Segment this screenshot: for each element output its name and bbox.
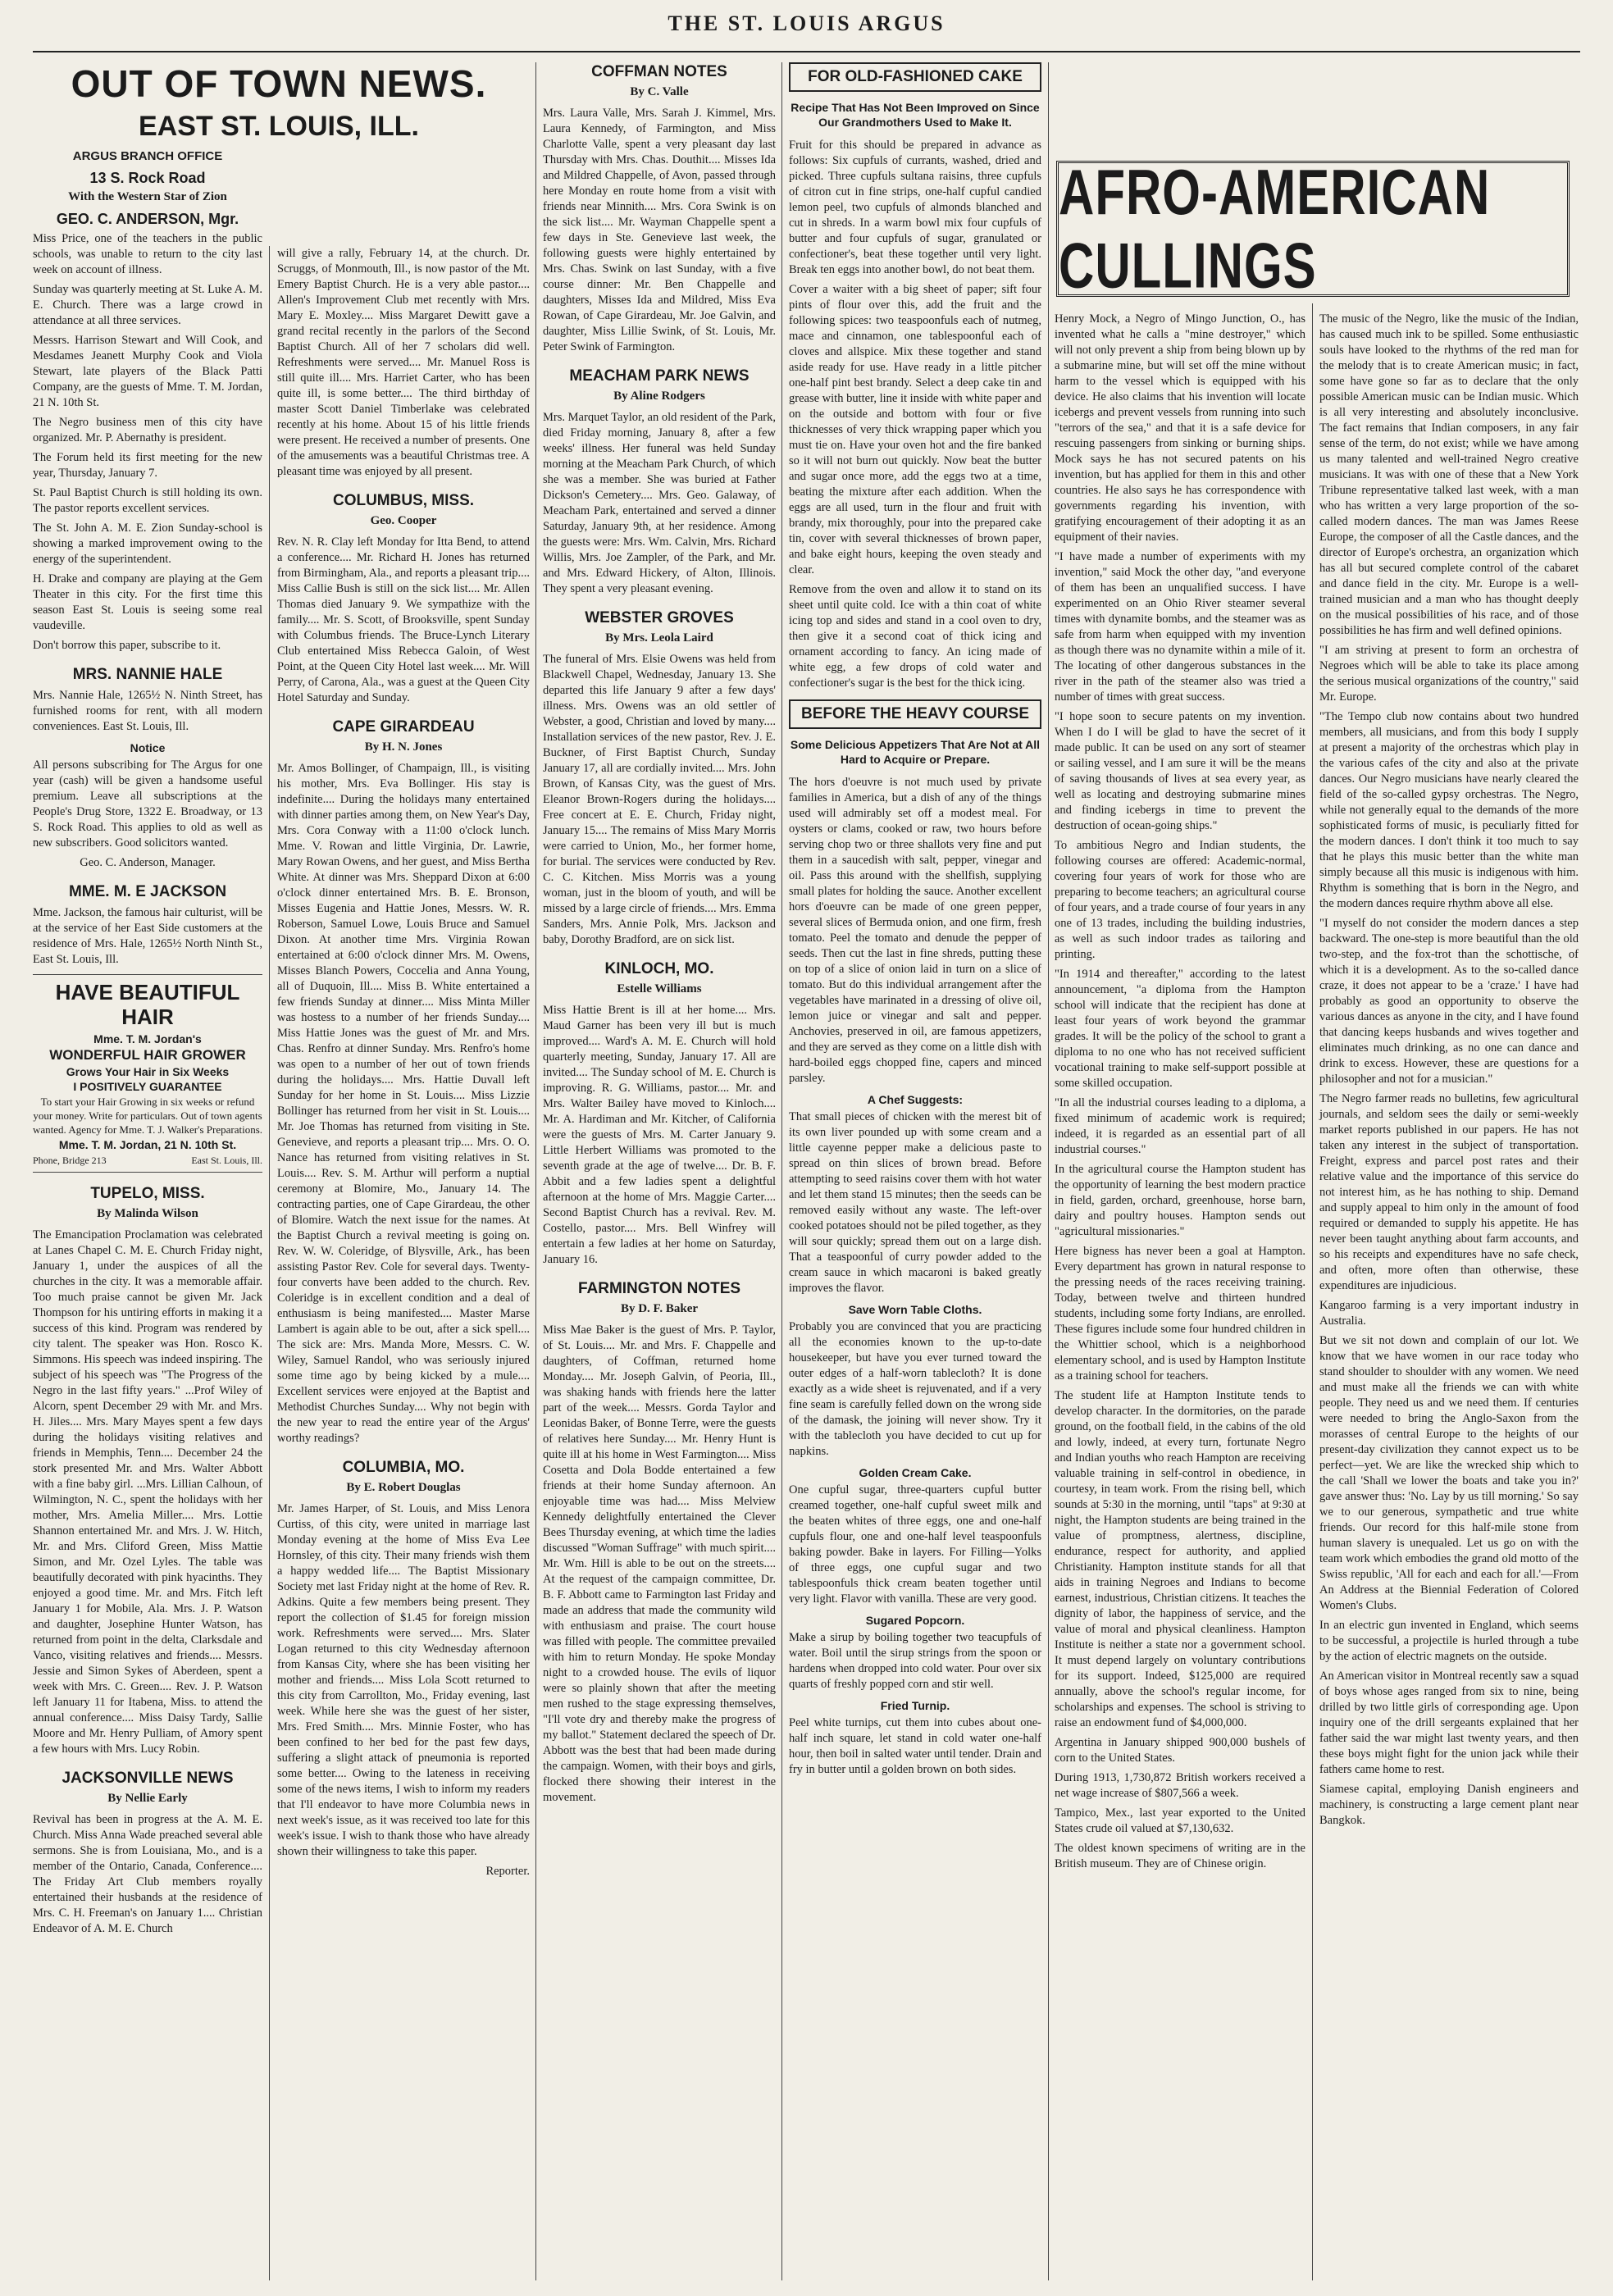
ad-phone: Phone, Bridge 213 [33, 1155, 107, 1166]
ad-city: East St. Louis, Ill. [191, 1155, 262, 1166]
paragraph: Sunday was quarterly meeting at St. Luke A. M. E. Church. There was a large crowd in attendance at all three services. [33, 283, 262, 327]
paragraph: "I am striving at present to form an orchestra of Negroes which will be able to take its place among the serious musical organizations of the country," said Mr. Europe. [1319, 644, 1579, 704]
paragraph: St. Paul Baptist Church is still holding its own. The pastor reports excellent services. [33, 486, 262, 515]
paragraph: Miss Price, one of the teachers in the public schools, was unable to return to the city last week on account of illness. [33, 232, 262, 276]
column-5 [1055, 312, 1305, 2280]
ad-line: I POSITIVELY GUARANTEE [73, 1080, 222, 1093]
heading-meacham-park: MEACHAM PARK NEWS [569, 367, 750, 385]
paragraph: Fruit for this should be prepared in advance as follows: Six cupfuls of currants, washed, dried and picked. Three cupfuls sultana raisins, three cupfuls of citron cut in fine strips, one-half cupful candied lemon peel, two cupfuls of almonds blanched and cut in shreds. In a warm bowl mix four cupfuls of butter and four cupfuls of sugar, granulated or confectioner's, beat these together until very light. Break ten eggs into another bowl, do not beat them. [789, 139, 1041, 276]
heading-cape-girardeau: CAPE GIRARDEAU [332, 718, 475, 736]
paragraph: Rev. N. R. Clay left Monday for Itta Bend, to attend a conference.... Mr. Richard H. Jones has returned from Birmingham, Ala., and reports a pleasant trip.... Miss Callie Bush is still on the sick list.... Mr. Allen Thomas died January 9. We sympathize with the family.... Mr. S. Scott, of Brooksville, spent Sunday with Columbus friends. The Bruce-Lynch Literary Club entertained Miss Rebecca Galoin, of West Point, at the Queen City Hotel last week.... Mr. Will Perry, of Carona, Ala., was a guest at the Queen City Hotel Saturday and Sunday. [277, 535, 530, 704]
paragraph: will give a rally, February 14, at the church. Dr. Scruggs, of Monmouth, Ill., is now pastor of the Mt. Emery Baptist Church. He is a very able pastor.... Allen's Improvement Club met recently with Mrs. Mary E. Moxley.... Miss Margaret Dewitt gave a grand recital recently in the parlors of the Second Baptist Church. All of her 7 scholars did well. Refreshments were served.... Mr. Manuel Ross is still quite ill.... Mrs. Harriet Carter, who has been quite ill, is some better.... The third birthday of master Scott Daniel Timberlake was celebrated recently at his home. About 15 of his little friends were present. He received a number of presents. One of the amusements was a beautiful Christmas tree. A pleasant time was enjoyed by all present. [277, 247, 530, 478]
byline: By Malinda Wilson [97, 1207, 198, 1220]
paragraph: Miss Mae Baker is the guest of Mrs. P. Taylor, of St. Louis.... Mr. and Mrs. F. Chappelle and daughters, of Coffman, returned home Monday.... Mr. Joseph Galvin, of Peoria, Ill., was shaking hands with friends here the latter part of the week.... Messrs. Gorda Taylor and Leonidas Baker, of Bonne Terre, were the guests of relatives here Sunday.... Mr. Henry Hunt is quite ill at his home in West Farmington.... Miss Cosetta and Dola Bodde entertained a few friends at their home Sunday afternoon. An enjoyable time was had.... Miss Melview Kennedy delightfully entertained the Clever Bees Thursday evening, at which time the ladies discussed "Woman Suffrage" with much spirit.... Mr. Wm. Hill is able to be out on the streets.... At the request of the campaign committee, Dr. B. F. Abbott came to Farmington last Friday and made an address that made the community wild with enthusiasm and praise. The court house was filled with people. The committee prevailed with him to return Monday. He spoke Monday night to a crowded house. The evils of liquor were so plainly shown that after the meeting men rushed to the stage expressing themselves, "I'll vote dry and thereby make the progress of my ballot." Statement declared the speech of Dr. Abbott was the best that had been made during the campaign. Women, with their boys and girls, flocked there showing their interest in the movement. [543, 1323, 776, 1804]
masthead [33, 11, 1580, 52]
byline: By Nellie Early [107, 1792, 188, 1805]
paragraph: Revival has been in progress at the A. M. E. Church. Miss Anna Wade preached several able sermons. She is from Louisiana, Mo., and is a member of the Ontario, Canada, Conference.... The Friday Art Club members royally entertained their husbands at the residence of Mrs. C. H. Freeman's on January 1.... Christian Endeavor of A. M. E. Church [33, 1813, 262, 1935]
heading-notice: Notice [130, 741, 166, 754]
heading-tupelo: TUPELO, MISS. [90, 1185, 205, 1202]
column-rule [1312, 303, 1313, 2280]
section-subtitle: EAST ST. LOUIS, ILL. [139, 111, 419, 142]
paragraph: Mr. Amos Bollinger, of Champaign, Ill., is visiting his mother, Mrs. Eva Bollinger. His stay is indefinite.... During the holidays many entertained with dinner parties among them, on New Year's Day, Mrs. Cora Conway with a 11:00 o'clock lunch. Mme. V. Rowan and little Virginia, Dr. Lawrie, Mary Rowan Owens, and her guest, and Miss Bertha White. At dinner was Mrs. Sheppard Dixon at 6:00 o'clock dinner entertained Mrs. B. E. Bronson, Misses Eugenia and Hattie Jones, Messrs. W. R. Roberson, Samuel Lowe, Louis Bruce and Samuel Dixon. At another time Mrs. Virginia Rowan entertained at 6:00 o'clock dinner Mrs. M. Owens, Misses Blanch Powers, Coccelia and Anna Young, all of Duquoin, Ill.... Miss B. White entertained a few friends Sunday at dinner.... Miss Minta Miller was hostess to a number of her friends Sunday.... Miss Hattie Jones was the guest of Mr. and Mrs. Chas. Renfro at dinner Sunday. Mrs. Renfro's home was open to a number of her out of town friends during the holidays.... Mrs. Hattie Duvall left Sunday for her home in St. Louis.... Miss Lizzie Bollinger has returned from her visit in St. Louis.... Mr. Joe Thomas has returned from visiting in Ste. Genevieve, and reports a pleasant trip.... Mrs. O. O. Nance has returned from visiting relatives in St. Louis.... Rev. S. M. Arthur will perform a nuptial ceremony at Blomire, Mo., January 14. The contracting parties, one of Cape Girardeau, the other of Blomire. Watch the next issue for the names. At the Baptist Church a revival meeting is going on. Rev. W. W. Coleridge, of Blysville, Ark., has been assisting Pastor Rev. Cole for several days. Twenty-four converts have been added to the church. Rev. Coleridge is in excellent condition and a deal of enthusiasm is being manifested.... Master Marse Lambert is again able to be out, after a sick spell.... The sick are: Mrs. Manda More, Messrs. C. W. Wiley, Samuel Randol, who was seriously injured some time ago by being kicked by a mule.... Excellent services were enjoyed at the Baptist and Methodist Churches Sunday.... Why not begin with the new year to read the entire year of the Argus' worthy readings? [277, 762, 530, 1445]
paragraph: H. Drake and company are playing at the Gem Theater in this city. For the first time this season East St. Louis is seeing some real vaudeville. [33, 572, 262, 632]
paragraph: Siamese capital, employing Danish engineers and machinery, is constructing a large cement plant near Bangkok. [1319, 1783, 1579, 1827]
paragraph: The funeral of Mrs. Elsie Owens was held from Blackwell Chapel, Wednesday, January 13. She departed this life January 9 after a few days' illness. Mrs. Owens was an old settler of Webster, a good, Christian and loved by many.... Installation services of the new pastor, Rev. J. E. Buckner, of First Baptist Church, Sunday January 17, all are cordially invited.... Mrs. John Brown, of Kansas City, was the guest of Mrs. Eleanor Brown-Rogers during the holidays.... Free concert at E. E. Church, Friday night, January 15.... The remains of Miss Mary Morris were carried to Union, Mo., her former home, for burial. The services were conducted by Rev. C. C. Kitchen. Miss Morris was a young woman, just in the bloom of youth, and will be missed by a large circle of friends.... Mrs. Emma Sanders, Mrs. Annie Polk, Mrs. Jackson and baby, Dorothy Bradford, are on sick list. [543, 653, 776, 946]
paragraph: Kangaroo farming is a very important industry in Australia. [1319, 1299, 1579, 1328]
ad-line: Mme. T. M. Jordan's [93, 1032, 202, 1046]
masthead-title: THE ST. LOUIS ARGUS [668, 11, 945, 35]
branch-office: ARGUS BRANCH OFFICE [72, 149, 223, 163]
section-title: OUT OF TOWN NEWS. [71, 62, 487, 105]
paragraph: Argentina in January shipped 900,000 bushels of corn to the United States. [1055, 1736, 1305, 1765]
heading-jacksonville: JACKSONVILLE NEWS [62, 1770, 234, 1787]
paragraph: The music of the Negro, like the music of the Indian, has caused much ink to be spilled. Some enthusiastic souls have looked to the rhythms of the red man for the melody that is to create American music; in fact, some have gone so far as to declare that the only possible American music can be Indian music. Which is all very interesting and absolutely inconclusive. The fact remains that Indian composers, in any fair sense of the term, do not exist; while we have among us many talented and well-trained Negro creative musicians. It was with one of these that a New York Tribune representative talked last week, with a man who has written a very large proportion of the so-called modern dances. The man was James Reese Europe, the composer of all the Castle dances, and the director of Europe's orchestra, an organization which has all but secured complete control of the cabaret and dance field in the city. Mr. Europe is a well-trained musician and a man who has thought deeply on the musical possibilities of his race, and of those possibilities he has firm and well defined opinions. [1319, 312, 1579, 637]
subhead: Fried Turnip. [880, 1699, 950, 1712]
cullings-title-box [1056, 156, 1570, 302]
paragraph: During 1913, 1,730,872 British workers received a net wage increase of $807,566 a week. [1055, 1771, 1305, 1800]
signature: Reporter. [485, 1865, 530, 1878]
paragraph: Miss Hattie Brent is ill at her home.... Mrs. Maud Garner has been very ill but is much improved.... Ward's A. M. E. Church will hold quarterly meeting, Sunday, January 17. All are invited.... The Sunday school of M. E. Church is improving. R. G. Williams, pastor.... Mr. and Mrs. Walter Bailey have moved to Kinloch.... Mr. A. Hardiman and Mr. Kitcher, of California were the guests of Mrs. M. Carter January 9. Little Herbert Williams was promoted to the seventh grade at the age of twelve.... Dr. B. F. Abbit and a few ladies spent a delightful afternoon at the home of Mrs. Maggie Carter.... Second Baptist Church has a revival. Rev. M. Costello, pastor.... Mrs. Bell Winfrey will entertain a few ladies at her home on Saturday, January 16. [543, 1004, 776, 1266]
paragraph: The Negro business men of this city have organized. Mr. P. Abernathy is president. [33, 416, 262, 444]
paragraph: Mr. James Harper, of St. Louis, and Miss Lenora Curtiss, of this city, were united in marriage last Monday evening at the home of Miss Eva Lee Hornsley, of this city. Their many friends wish them a happy wedded life.... The Baptist Missionary Society met last Friday night at the home of Rev. R. Adkins. Quite a few members being present. They report the collection of $1.45 for foreign mission work. Refreshments were served.... Mrs. Slater Logan returned to this city Wednesday afternoon from Kansas City, where she has been visiting her mother and friends.... Miss Lola Scott returned to this city from Carrollton, Mo., Friday evening, last week. While here she was the guest of her sister, Mrs. Fred Smith.... Mrs. Minnie Foster, who has been confined to her bed for the past few days, suffering a slight attack of pneumonia is reported some better.... Owing to the lateness in receiving some of the news items, I wish to inform my readers that I'll endeavor to have more Columbia news in next week's issue, as it was received too late for this week's issue. I wish to thank those who have already shown their willingness to take this paper. [277, 1502, 530, 1858]
hair-grower-ad [33, 974, 262, 1173]
subhead: Sugared Popcorn. [865, 1614, 965, 1627]
paragraph: Probably you are convinced that you are practicing all the economies known to the up-to-date housekeeper, but have you ever turned toward the outer edges of a half-worn tablecloth? It is done exactly as a wide sheet is rejuvenated, and if a very fine seam is carefully felled down on the wrong side of the damask, the joining will never show. Try it with the tablecloth you have decided to cut up for napkins. [789, 1320, 1041, 1458]
paragraph: The oldest known specimens of writing are in the British museum. They are of Chinese origin. [1055, 1842, 1305, 1870]
paragraph: The hors d'oeuvre is not much used by private families in America, but a dish of any of the things used will admirably set off a modest meal. For oysters or clams, cooked or raw, two hours before serving chop two or three shallots very fine and put them in a saucedish with salt, pepper, vinegar and oil. Pass this around with the shellfish, supplying small plates for holding the sauce. Another excellent hors d'oeuvre can be made of one green pepper, several slices of Bermuda onion, and one firm, fresh tomato. Peel the tomato and denude the pepper of seeds. Then cut the last in fine shreds, putting these on top of a slice of onion laid in turn on a slice of tomato. But do this individual arrangement after the vegetables have marinated in a dressing of olive oil, lemon juice or vinegar and salt and pepper. Anchovies, preserved in oil, are famous appetizers, and they are served as they come on a little dish with hard-boiled eggs chopped fine, capers and minced parsley. [789, 776, 1041, 1085]
paragraph: Don't borrow this paper, subscribe to it. [33, 639, 221, 652]
heading-nannie-hale: MRS. NANNIE HALE [72, 666, 223, 683]
paragraph: "I hope soon to secure patents on my invention. When I do I will be glad to have the secret of it made public. It can be used on any sort of steamer or sailing vessel, and I am sure it will be the means of saving thousands of lives at sea every year, as well as locating and destroying submarine mines and finding icebergs in time to prevent the destruction of ocean-going ships." [1055, 710, 1305, 832]
heading-coffman: COFFMAN NOTES [591, 63, 727, 80]
paragraph: The St. John A. M. E. Zion Sunday-school is showing a marked improvement owing to the energy of the superintendent. [33, 522, 262, 566]
heading-jackson: MME. M. E JACKSON [68, 883, 227, 900]
out-of-town-header [33, 62, 525, 143]
paragraph: An American visitor in Montreal recently saw a squad of boys whose ages ranged from six to nine, being drilled by two little girls of corresponding age. Upon inquiry one of the drill sergeants explained that her father said the war might last twenty years, and then these boys might fight for the union jack while their fathers came home to rest. [1319, 1670, 1579, 1776]
heading-farmington: FARMINGTON NOTES [577, 1280, 741, 1297]
paragraph: Mrs. Laura Valle, Mrs. Sarah J. Kimmel, Mrs. Laura Kennedy, of Farmington, and Miss Charlotte Valle, spent a very pleasant day last Thursday with Mrs. Chas. Douthit.... Misses Ida and Mildred Chappelle, of Avon, passed through here Monday en route home from a visit with friends near Minnith.... Mrs. Cora Swink is on the sick list.... Mr. Wayman Chappelle spent a few days in Ste. Genevieve last week, the following guests were highly entertained by Mrs. Chas. Swink on last Sunday, with a five course dinner: Mr. Ben Chappelle and daughters, Misses Ida and Mildred, Miss Eva Rowan, of Cape Girardeau, Mr. Joe Galvin, and daughter, Miss Lillie Swink, of St. Louis, Mr. Peter Swink of Farmington. [543, 107, 776, 353]
ad-line: Grows Your Hair in Six Weeks [66, 1065, 230, 1078]
heading-kinloch: KINLOCH, MO. [604, 960, 714, 977]
branch-address: 13 S. Rock Road [89, 170, 206, 186]
paragraph: Messrs. Harrison Stewart and Will Cook, and Mesdames Jeanett Murphy Cook and Viola Stewart, late players of the Black Patti Company, are the guests of Mme. T. M. Jordan, 21 N. 10th St. [33, 334, 262, 409]
column-3 [543, 62, 776, 2280]
paragraph: "In all the industrial courses leading to a diploma, a fixed minimum of academic work is required; indeed, it is regarded as an essential part of all industrial courses." [1055, 1096, 1305, 1156]
paragraph: All persons subscribing for The Argus for one year (cash) will be given a handsome useful premium. Leave all subscriptions at the People's Drug Store, 1322 E. Broadway, or 13 S. Rock Road. This applies to old as well as new subscribers. Good solicitors wanted. [33, 758, 262, 850]
notice-signature: Geo. C. Anderson, Manager. [80, 856, 216, 869]
branch-manager: GEO. C. ANDERSON, Mgr. [56, 211, 239, 227]
subhead: Golden Cream Cake. [859, 1466, 972, 1479]
heading-heavy-course: BEFORE THE HEAVY COURSE [800, 705, 1029, 722]
paragraph: One cupful sugar, three-quarters cupful butter creamed together, one-half cupful sweet milk and the beaten whites of three eggs, one and one-half cupfuls flour, one and one-half level teaspoonfuls baking powder. Bake in layers. For Filling—Yolks of three eggs, one cupful sugar and two tablespoonfuls thick cream beaten together until very light. Flavor with vanilla. These are very good. [789, 1483, 1041, 1606]
paragraph: Mme. Jackson, the famous hair culturist, will be at the service of her East Side customers at the residence of Mrs. Hale, 1265½ North Ninth St., East St. Louis, Ill. [33, 906, 262, 966]
ad-line: WONDERFUL HAIR GROWER [49, 1047, 246, 1063]
paragraph: Cover a waiter with a big sheet of paper; sift four pints of flour over this, add the fruit and the following spices: two teaspoonfuls each of nutmeg, mace and cinnamon, one tablespoonful each of cloves and allspice. Mix these together and stand aside ready for use. Have ready in a little pitcher one-half pint best brandy. Select a deep cake tin and grease with butter, line it inside with white paper and on the outside and bottom with four or five thicknesses of very thick wrapping paper which you must tie on. Have your oven hot and the fire banked so it will not burn out quickly. Now beat the butter and sugar once more, add the eggs two at a time, beating the mixture after each addition. When the eggs are all used, turn in the flour and fruit with brandy, mix thoroughly, pour into the prepared cake tin, cover with several thicknesses of brown paper, and bake eight hours, keeping the oven steady and clear. [789, 283, 1041, 576]
cullings-title: AFRO-AMERICAN CULLINGS [1059, 156, 1491, 302]
byline: By Mrs. Leola Laird [605, 631, 713, 645]
deck: Recipe That Has Not Been Improved on Since Our Grandmothers Used to Make It. [791, 101, 1040, 129]
paragraph: In an electric gun invented in England, which seems to be successful, a projectile is hurled through a tube by the action of electric magnets on the outside. [1319, 1619, 1579, 1663]
paragraph: Here bigness has never been a goal at Hampton. Every department has grown in natural response to the pressing needs of the races receiving training. Today, between twelve and thirteen hundred students, including some forty Indians, are enrolled. These figures include some four hundred children in the Whittier school, which is a neighborhood elementary school, and is used by Hampton Institute as a training school for teachers. [1055, 1245, 1305, 1383]
heavy-course-header [789, 699, 1041, 729]
column-rule [1048, 62, 1049, 2280]
paragraph: Mrs. Nannie Hale, 1265½ N. Ninth Street, has furnished rooms for rent, with all modern conveniences. East St. Louis, Ill. [33, 689, 262, 733]
column-rule [535, 62, 536, 2280]
paragraph: The Emancipation Proclamation was celebrated at Lanes Chapel C. M. E. Church Friday night, January 1, under the auspices of all the churches in the city. It was a memorable affair. Too much praise cannot be given Mr. Jack Thompson for his untiring efforts in making it a success of this kind. Program was rendered by city talent. The speaker was Hon. Rosco K. Simmons. His speech was indeed inspiring. The subject of his speech was "The Progress of the Negro in the last fifty years." ...Prof Wiley of Alcorn, spent December 29 with Mr. and Mrs. H. Jiles.... Mrs. Mary Mayes spent a few days during the holidays visiting relatives and friends in Memphis, Tenn.... December 24 the stork presented Mr. and Mrs. Walter Abbott with a fine baby girl. ...Mrs. Lillian Calhoun, of Wilmington, N. C., spent the holidays with her mother, Mrs. Amelia Miller.... Mrs. Lottie Shannon entertained Mr. and Mrs. J. W. Hitch, Mr. and Mrs. Cliford Green, Miss Mattie Simon, and Mr. Ozel Lyles. The table was beautifully decorated with pink hyacinths. They enjoyed a good time. Mr. and Mrs. Fitch left January 1 for Mobile, Ala. Mrs. J. P. Watson and daughter, Josephine Hunter Watson, has returned from point in the delta, Clarksdale and Vanco, visiting relatives and friends.... Messrs. Jessie and Simon Sykes of Aberdeen, spent a week with Mrs. C. Green.... Rev. J. P. Watson left January 11 for Itabena, Miss. to attend the annual conference.... Miss Daisy Tardy, Sallie Moore and Mr. Henry Pulliam, of Amory spent a few hours with Mrs. Lucy Robin. [33, 1228, 262, 1756]
paragraph: "The Tempo club now contains about two hundred members, all musicians, and from this body I supply at present a majority of the orchestras which play in the various cafes of the city and also at the private dances. Our Negro musicians have nearly cleared the field of the so-called gypsy orchestras. The Negro, while not generally equal to the demands of the more sophisticated forms of music, is peculiarly fitted for the modern dances. I don't think it too much to say that he plays this music better than the white man simply because all this music is indigenous with him. Rhythm is something that is born in the Negro, and the modern dances require rhythm above all else. [1319, 710, 1579, 910]
paragraph: That small pieces of chicken with the merest bit of its own liver pounded up with some cream and a little cayenne pepper make a delicious paste to spread on thin slices of brown bread. Before attempting to seed raisins cover them with hot water and let them stand 15 minutes; then the seeds can be removed easily without any waste. The left-over cooked potatoes should not be piled together, as they will sour quickly; spread them out on a large dish. That a teaspoonful of curry powder added to the cream sauce in which macaroni is baked greatly improves the flavor. [789, 1110, 1041, 1295]
cake-header [789, 62, 1041, 92]
heading-webster-groves: WEBSTER GROVES [585, 609, 734, 626]
paragraph: Make a sirup by boiling together two teacupfuls of water. Boil until the sirup strings from the spoon or hardens when dropped into cold water. Pour over six quarts of freshly popped corn and stir well. [789, 1631, 1041, 1691]
ad-headline: HAVE BEAUTIFUL HAIR [55, 980, 240, 1029]
branch-with: With the Western Star of Zion [68, 190, 227, 203]
subhead: A Chef Suggests: [867, 1093, 964, 1106]
byline: Geo. Cooper [370, 514, 437, 527]
column-rule [269, 246, 270, 2280]
heading-columbia: COLUMBIA, MO. [342, 1459, 465, 1476]
paragraph: Remove from the oven and allow it to stand on its sheet until quite cold. Ice with a thin coat of white icing top and sides and stand in a cool oven to dry, then give it a second coat of thick icing and ornament according to fancy. An icing made of white egg, a few drops of cold water and confectioner's sugar is the best for the thick icing. [789, 583, 1041, 690]
ad-line: To start your Hair Growing in six weeks or refund your money. Write for particulars. Out of town agents wanted. Agency for Mme. T. J. Walker's Preparations. [33, 1096, 263, 1136]
byline: By D. F. Baker [620, 1302, 699, 1315]
paragraph: The student life at Hampton Institute tends to develop character. In the dormitories, on the parade ground, on the football field, in the cabins of the old and lowly, indeed, at every turn, fortunate Negro and Indian youths who reach Hampton are receiving valuable training in self-control in obedience, in courtesy, in team work. From the rising bell, which sounds at 5:30 in the morning, until "taps" at 9:30 at night, the Hampton students are being trained in the value of promptness, alertness, discipline, endurance, respect for authority, and applied Christianity. Hampton institute stands for all that aids in training Negroes and Indians to become earnest, industrious, Christian citizens. It teaches the dignity of labor, the happiness of service, and the value of moral and physical cleanliness. Hampton Institute is neither a state nor a government school. It must depend largely on voluntary contributions for its support. Indeed, $125,000 are required annually, above the school's regular income, for scholarships and expenses. The school is striving to raise an endowment fund of $4,000,000. [1055, 1389, 1305, 1729]
ad-footer [33, 1155, 262, 1167]
column-4 [789, 62, 1041, 2280]
paragraph: To ambitious Negro and Indian students, the following courses are offered: Academic-normal, covering four years of work for those who are preparing to become teachers; an agricultural course of four years, and a trade course of four years in any one of 13 trades, including the building industries, as well as such indoor trades as tailoring and printing. [1055, 839, 1305, 961]
heading-columbus: COLUMBUS, MISS. [332, 492, 475, 509]
paragraph: The Negro farmer reads no bulletins, few agricultural journals, and seldom sees the daily or semi-weekly market reports published in our papers. He has not taken any interest in the subject of transportation. Freight, express and parcel post rates and their relative value and the importance of this service do not interest him, as he has nothing to ship. Demand and supply appeal to him only in the amount of food required or demanded to supply his appetite. He has never been taught anything about farm accounts, and so his receipts and expenditures have no safe check, and often, more often than otherwise, these expenditures are injudicious. [1319, 1092, 1579, 1292]
byline: By H. N. Jones [364, 740, 443, 754]
paragraph: But we sit not down and complain of our lot. We know that we have women in our race today who stand shoulder to shoulder with any women. We need and must make all the friends we can with white people. They need us and we need them. If centuries were needed to bring the Anglo-Saxon from the morasses of central Europe to the heights of our present-day civilization they cannot expect us to be perfect—yet. We are like the wrecked ship which to the call 'Shall we lower the boats and take you in?' gave answer thus: 'No. Lay by us till morning.' So say we to our generous, sympathetic and true white friends. Our record for this half-mile stone from human slavery is unequaled. Let us go on with the team work which embodies the grand old motto of the Swiss republic, 'All for each and each for all.'—From An Address at the Biennial Federation of Colored Women's Clubs. [1319, 1334, 1579, 1612]
heading-cake: FOR OLD-FASHIONED CAKE [808, 68, 1023, 85]
byline: Estelle Williams [617, 982, 702, 995]
paragraph: Henry Mock, a Negro of Mingo Junction, O., has invented what he calls a "mine destroyer," which will not only prevent a ship from being blown up by a submarine mine, but will set off the mine without harm to the vessel which is equipped with his device. He also claims that his invention will locate icebergs and prevent vessels from running into such "terrors of the sea," and that it is a safe device for rescuing passengers from sinking or burning ships. Mock says he has not secured patents on his invention, but has applied for them in this and other countries. He also says he has correspondence with governments regarding his invention, with gratifying encouragement of their adopting it as an equipment of their navies. [1055, 312, 1305, 544]
paragraph: Peel white turnips, cut them into cubes about one-half inch square, let stand in cold water one-half hour, then boil in salted water until tender. Drain and fry in butter until a golden brown on both sides. [789, 1716, 1041, 1776]
paragraph: "In 1914 and thereafter," according to the latest announcement, "a diploma from the Hampton school will indicate that the recipient has done at least four years of work beyond the grammar grades. It will be the policy of the school to grant a diploma to no one who has not received sufficient vocational training to make self-support possible at some skilled occupation. [1055, 968, 1305, 1090]
column-2 [277, 246, 530, 2280]
column-6 [1319, 312, 1579, 2280]
paragraph: In the agricultural course the Hampton student has the opportunity of learning the best modern practice in field, garden, orchard, greenhouse, horse barn, dairy and poultry houses. Hampton sends out "agricultural missionaries." [1055, 1163, 1305, 1238]
subhead: Save Worn Table Cloths. [848, 1303, 982, 1316]
paragraph: Mrs. Marquet Taylor, an old resident of the Park, died Friday morning, January 8, after a few weeks' illness. Her funeral was held Sunday morning at the Meacham Park Church, of which she was a member. She was buried at Father Dickson's Cemetery.... Mrs. Geo. Galaway, of Meacham Park, entertained and served a dinner Saturday, January 9th, at her residence. Among the guests were: Mrs. Wm. Calvin, Mrs. Richard Willis, Mrs. Joe Zampler, of the Park, and Mr. and Mrs. Edward Hickery, of Alton, Illinois. They spent a very pleasant evening. [543, 411, 776, 595]
paragraph: The Forum held its first meeting for the new year, Thursday, January 7. [33, 451, 262, 480]
byline: By E. Robert Douglas [346, 1481, 461, 1494]
column-rule [781, 62, 782, 2280]
ad-line: Mme. T. M. Jordan, 21 N. 10th St. [58, 1138, 237, 1151]
deck: Some Delicious Appetizers That Are Not at All Hard to Acquire or Prepare. [790, 738, 1041, 766]
paragraph: Tampico, Mex., last year exported to the United States crude oil valued at $7,130,632. [1055, 1806, 1305, 1835]
paragraph: "I myself do not consider the modern dances a step backward. The one-step is more beautiful than the old two-step, and the fox-trot than the schottische, of which it is a development. As to the so-called dance craze, it does not appear to be a 'craze.' I have had probably as good an opportunity to observe the various dances as anyone in the city, and I have found that dancing keeps husbands and wives together and eliminates much drinking, as no one can dance and drink to excess. However, these are questions for a philosopher and not for a musician." [1319, 917, 1579, 1086]
byline: By C. Valle [630, 85, 689, 98]
paragraph: "I have made a number of experiments with my invention," said Mock the other day, "and everyone of them has been an unqualified success. I have experimented on an Ohio River steamer several times with dynamite bombs, and the steamer was as safe from harm when equipped with my invention as though there was no dynamite within a mile of it. The locating of other dangerous substances in the river in the path of the steamer also was tried a number of times with great success. [1055, 550, 1305, 704]
byline: By Aline Rodgers [613, 390, 705, 403]
